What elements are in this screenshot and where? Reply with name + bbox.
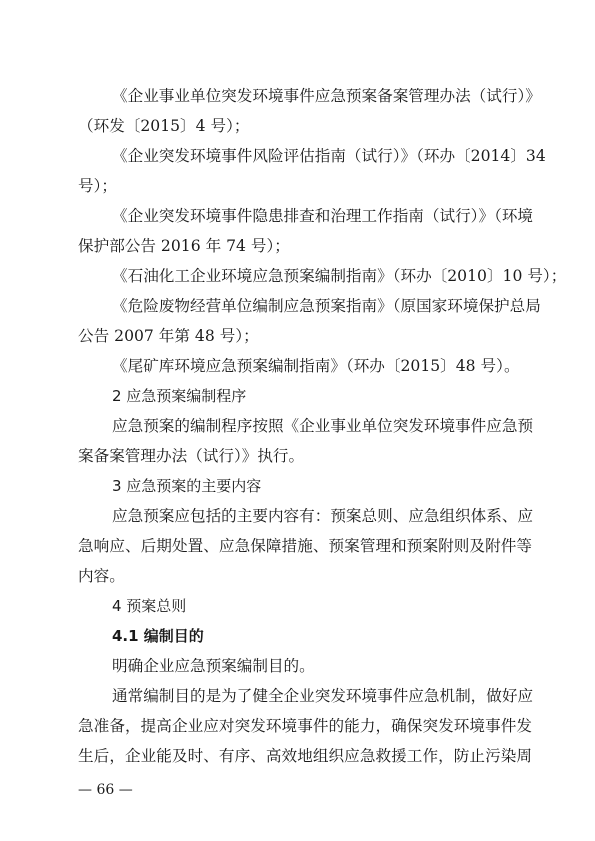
reference-line: 号）； [78,177,117,195]
section-heading: 2 应急预案编制程序 [112,387,247,405]
reference-line: 《企业突发环境事件隐患排查和治理工作指南（试行）》（环境 [112,207,534,225]
reference-line: 保护部公告 2016 年 74 号）； [78,237,290,255]
body-line: 急响应、后期处置、应急保障措施、预案管理和预案附则及附件等 [78,537,532,555]
reference-line: 《企业事业单位突发环境事件应急预案备案管理办法（试行）》 [112,87,541,105]
body-line: 急准备，提高企业应对突发环境事件的能力，确保突发环境事件发 [78,717,532,735]
reference-line: 公告 2007 年第 48 号）； [78,327,259,345]
reference-line: 《企业突发环境事件风险评估指南（试行）》（环办〔2014〕34 [112,147,546,165]
reference-line: （环发〔2015〕4 号）； [78,117,250,135]
section-heading: 4 预案总则 [112,597,187,615]
page-number: — 66 — [78,782,133,798]
body-line: 明确企业应急预案编制目的。 [112,657,315,675]
body-line: 通常编制目的是为了健全企业突发环境事件应急机制，做好应 [112,687,534,705]
body-line: 案备案管理办法（试行）》执行。 [78,447,305,465]
reference-line: 《危险废物经营单位编制应急预案指南》（原国家环境保护总局 [112,297,541,315]
reference-line: 《石油化工企业环境应急预案编制指南》（环办〔2010〕10 号）； [112,267,567,285]
body-line: 应急预案的编制程序按照《企业事业单位突发环境事件应急预 [112,417,534,435]
subsection-heading: 4.1 编制目的 [112,627,204,645]
body-line: 应急预案应包括的主要内容有：预案总则、应急组织体系、应 [112,507,534,525]
reference-line: 《尾矿库环境应急预案编制指南》（环办〔2015〕48 号）。 [112,357,520,375]
body-line: 内容。 [78,567,125,585]
body-line: 生后，企业能及时、有序、高效地组织应急救援工作，防止污染周 [78,747,532,765]
section-heading: 3 应急预案的主要内容 [112,477,262,495]
